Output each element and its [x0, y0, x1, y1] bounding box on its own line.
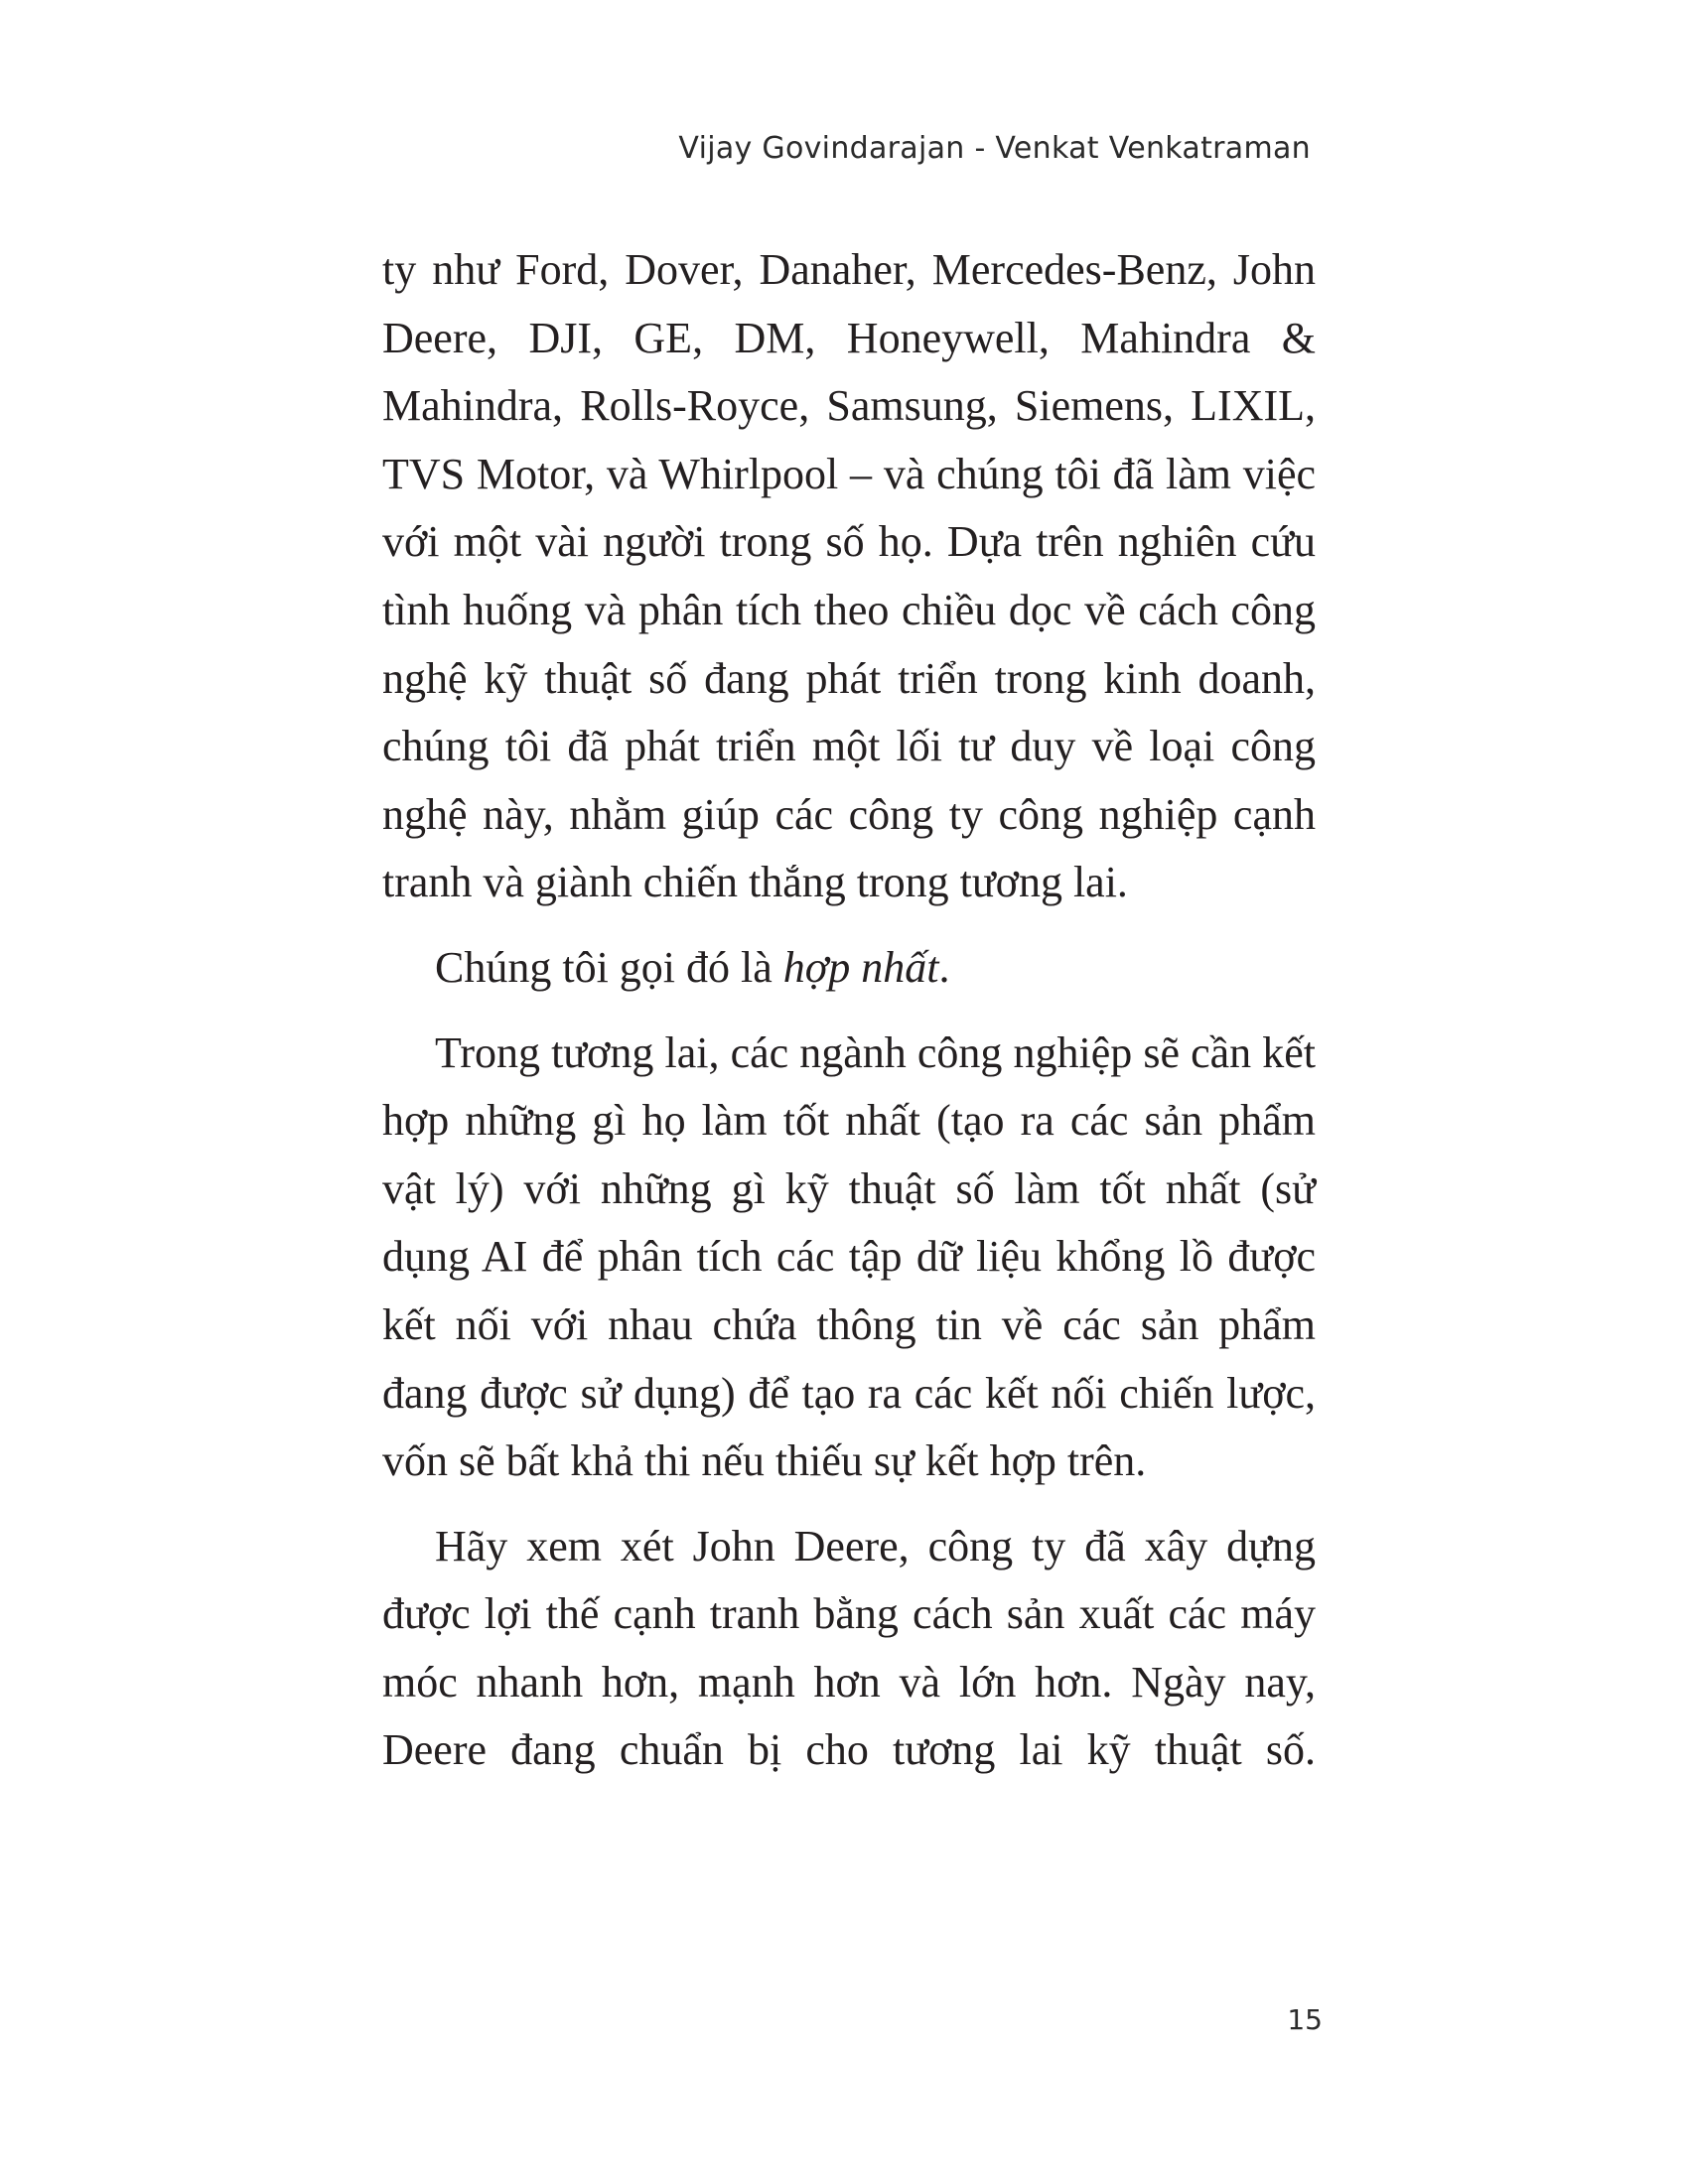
paragraph-definition — [382, 934, 1316, 1003]
paragraph-future-industries: Trong tương lai, các ngành công nghiệp sẽ cần kết hợp những gì họ làm tốt nhất (tạo ra các sản phẩm vật lý) với những gì kỹ thuật số làm tốt nhất (sử dụng AI để phân tích các tập dữ liệu khổng lồ được kết nối với nhau chứa thông tin về các sản phẩm đang được sử dụng) để tạo ra các kết nối chiến lược, vốn sẽ bất khả thi nếu thiếu sự kết hợp trên. — [382, 1027, 1316, 1486]
running-head: Vijay Govindarajan - Venkat Venkatraman — [678, 131, 1311, 166]
page-number: 15 — [1287, 2003, 1323, 2036]
paragraph-john-deere: Hãy xem xét John Deere, công ty đã xây dựng được lợi thế cạnh tranh bằng cách sản xuất các máy móc nhanh hơn, mạnh hơn và lớn hơn. Ngày nay, Deere đang chuẩn bị cho tương lai kỹ thuật số. — [382, 1521, 1316, 1775]
emphasis-term: hợp nhất — [782, 942, 939, 992]
body-text — [382, 236, 1316, 1785]
paragraph-definition-lead: Chúng tôi gọi đó là — [435, 942, 783, 992]
paragraph-definition-tail: . — [938, 942, 950, 992]
paragraph-continuation: ty như Ford, Dover, Danaher, Mercedes-Benz, John Deere, DJI, GE, DM, Honeywell, Mahindra & Mahindra, Rolls-Royce, Samsung, Siemens, LIXIL, TVS Motor, và Whirlpool – và chúng tôi đã làm việc với một vài người trong số họ. Dựa trên nghiên cứu tình huống và phân tích theo chiều dọc về cách công nghệ kỹ thuật số đang phát triển trong kinh doanh, chúng tôi đã phát triển một lối tư duy về loại công nghệ này, nhằm giúp các công ty công nghiệp cạnh tranh và giành chiến thắng trong tương lai. — [382, 245, 1316, 907]
